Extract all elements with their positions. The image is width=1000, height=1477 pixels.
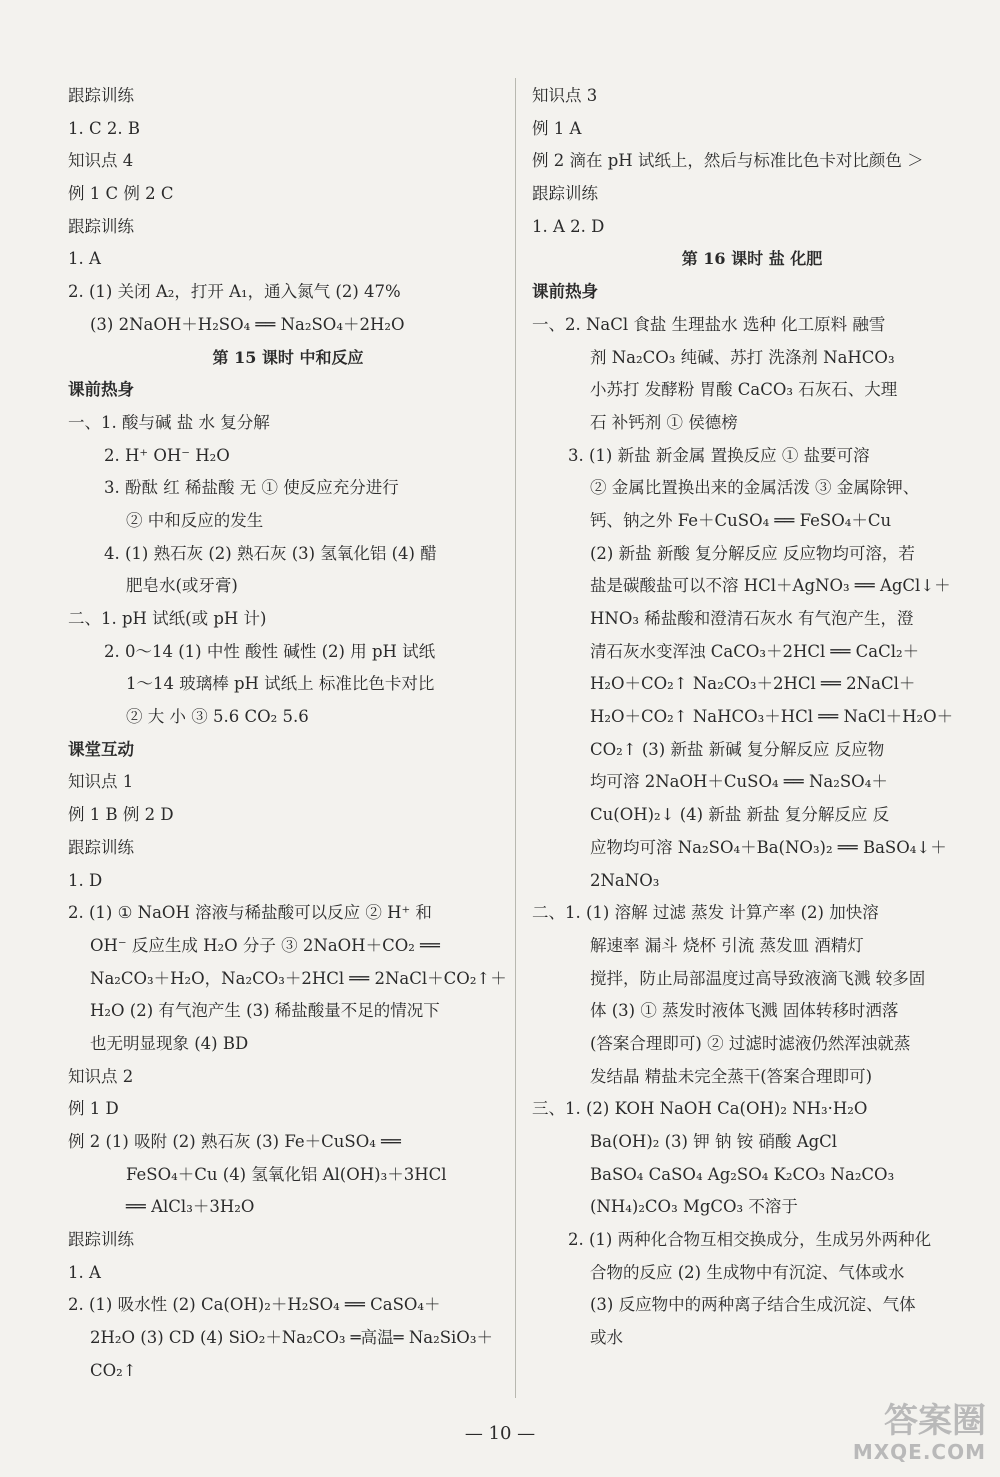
answer-line: Cu(OH)₂↓ (4) 新盐 新盐 复分解反应 反 xyxy=(590,805,890,825)
answer-line: 例 2 滴在 pH 试纸上，然后与标准比色卡对比颜色 ＞ xyxy=(532,151,924,171)
answer-line: (2) 新盐 新酸 复分解反应 反应物均可溶，若 xyxy=(590,543,915,563)
answer-line: CO₂↑ (3) 新盐 新碱 复分解反应 反应物 xyxy=(590,739,885,759)
answer-line: 例 2 (1) 吸附 (2) 熟石灰 (3) Fe＋CuSO₄ ══ xyxy=(68,1132,401,1151)
answer-line: 合物的反应 (2) 生成物中有沉淀、气体或水 xyxy=(590,1262,905,1282)
answer-line: (3) 反应物中的两种离子结合生成沉淀、气体 xyxy=(590,1295,916,1315)
answer-line: 三、1. (2) KOH NaOH Ca(OH)₂ NH₃·H₂O xyxy=(532,1099,868,1119)
watermark-url: MXQE.COM xyxy=(852,1440,986,1464)
answer-line: 知识点 3 xyxy=(532,86,598,105)
right-column xyxy=(532,80,972,1355)
watermark-logo xyxy=(836,1401,986,1471)
answer-line: 4. (1) 熟石灰 (2) 熟石灰 (3) 氢氧化铝 (4) 醋 xyxy=(104,543,437,563)
answer-line: 钙、钠之外 Fe＋CuSO₄ ══ FeSO₄＋Cu xyxy=(590,510,892,530)
answer-line: 例 1 A xyxy=(532,118,582,138)
answer-line: 1. A xyxy=(68,249,101,269)
answer-line: 解速率 漏斗 烧杯 引流 蒸发皿 酒精灯 xyxy=(590,935,864,955)
answer-line: 清石灰水变浑浊 CaCO₃＋2HCl ══ CaCl₂＋ xyxy=(590,641,920,661)
column-divider xyxy=(515,78,516,1398)
answer-line: 1. C 2. B xyxy=(68,118,140,138)
lesson-title: 第 15 课时 中和反应 xyxy=(212,347,364,367)
answer-line: 知识点 2 xyxy=(68,1066,134,1086)
answer-line: 或水 xyxy=(590,1328,623,1348)
answer-line: 1. D xyxy=(68,870,103,890)
answer-line: (3) 2NaOH＋H₂SO₄ ══ Na₂SO₄＋2H₂O xyxy=(90,314,405,334)
answer-line: 应物均可溶 Na₂SO₄＋Ba(NO₃)₂ ══ BaSO₄↓＋ xyxy=(590,837,947,857)
lesson-title: 第 16 课时 盐 化肥 xyxy=(681,249,823,269)
answer-line: 例 1 C 例 2 C xyxy=(68,184,174,204)
answer-line: 搅拌，防止局部温度过高导致液滴飞溅 较多固 xyxy=(590,968,926,988)
answer-line: 1. A xyxy=(68,1262,101,1282)
answer-line: 石 补钙剂 ① 侯德榜 xyxy=(590,412,738,432)
answer-line: Ba(OH)₂ (3) 钾 钠 铵 硝酸 AgCl xyxy=(590,1132,838,1151)
answer-line: 2. H⁺ OH⁻ H₂O xyxy=(104,445,230,465)
answer-line: 二、1. (1) 溶解 过滤 蒸发 计算产率 (2) 加快溶 xyxy=(532,903,879,923)
answer-line: 2. (1) 两种化合物互相交换成分，生成另外两种化 xyxy=(568,1230,932,1250)
answer-line: 发结晶 精盐未完全蒸干(答案合理即可) xyxy=(590,1066,873,1086)
answer-line: 2. (1) ① NaOH 溶液与稀盐酸可以反应 ② H⁺ 和 xyxy=(68,903,432,923)
watermark-text: 答案圈 xyxy=(884,1401,986,1441)
answer-line: 知识点 1 xyxy=(68,772,134,792)
answer-line: 2. 0～14 (1) 中性 酸性 碱性 (2) 用 pH 试纸 xyxy=(104,641,436,661)
answer-line: 剂 Na₂CO₃ 纯碱、苏打 洗涤剂 NaHCO₃ xyxy=(590,347,895,367)
answer-line: Na₂CO₃＋H₂O，Na₂CO₃＋2HCl ══ 2NaCl＋CO₂↑＋ xyxy=(90,968,507,988)
answer-line: 二、1. pH 试纸(或 pH 计) xyxy=(68,609,267,628)
answer-line: 均可溶 2NaOH＋CuSO₄ ══ Na₂SO₄＋ xyxy=(590,772,888,792)
answer-line: 跟踪训练 xyxy=(532,184,598,204)
answer-line: CO₂↑ xyxy=(90,1360,137,1380)
answer-line: FeSO₄＋Cu (4) 氢氧化铝 Al(OH)₃＋3HCl xyxy=(126,1164,447,1184)
answer-line: 跟踪训练 xyxy=(68,216,134,236)
answer-line: 2H₂O (3) CD (4) SiO₂＋Na₂CO₃ ═高温═ Na₂SiO₃＋ xyxy=(90,1328,493,1348)
answer-line: H₂O＋CO₂↑ Na₂CO₃＋2HCl ══ 2NaCl＋ xyxy=(590,674,916,694)
section-heading: 课前热身 xyxy=(68,380,134,400)
answer-line: ② 金属比置换出来的金属活泼 ③ 金属除钾、 xyxy=(590,478,920,498)
answer-line: H₂O＋CO₂↑ NaHCO₃＋HCl ══ NaCl＋H₂O＋ xyxy=(590,707,954,727)
answer-line: 小苏打 发酵粉 胃酸 CaCO₃ 石灰石、大理 xyxy=(590,380,898,400)
answer-line: 3. 酚酞 红 稀盐酸 无 ① 使反应充分进行 xyxy=(104,478,399,498)
answer-line: 1. A 2. D xyxy=(532,216,605,236)
answer-line: ② 大 小 ③ 5.6 CO₂ 5.6 xyxy=(126,707,309,727)
answer-line: 盐是碳酸盐可以不溶 HCl＋AgNO₃ ══ AgCl↓＋ xyxy=(590,576,951,596)
answer-line: 例 1 B 例 2 D xyxy=(68,805,174,825)
answer-line: (NH₄)₂CO₃ MgCO₃ 不溶于 xyxy=(590,1197,798,1217)
section-heading: 课堂互动 xyxy=(68,739,134,759)
answer-line: 跟踪训练 xyxy=(68,1230,134,1250)
answer-line: 3. (1) 新盐 新金属 置换反应 ① 盐要可溶 xyxy=(568,445,870,465)
answer-line: 体 (3) ① 蒸发时液体飞溅 固体转移时洒落 xyxy=(590,1001,899,1021)
answer-line: 跟踪训练 xyxy=(68,86,134,105)
answer-line: 跟踪训练 xyxy=(68,837,134,857)
answer-line: ══ AlCl₃＋3H₂O xyxy=(126,1197,255,1217)
answer-line: 例 1 D xyxy=(68,1099,119,1119)
answer-line: OH⁻ 反应生成 H₂O 分子 ③ 2NaOH＋CO₂ ══ xyxy=(90,935,440,955)
page-number: — 10 — xyxy=(464,1423,536,1444)
answer-line: 肥皂水(或牙膏) xyxy=(126,576,238,596)
answer-line: ② 中和反应的发生 xyxy=(126,510,264,530)
answer-line: 1～14 玻璃棒 pH 试纸上 标准比色卡对比 xyxy=(126,674,435,694)
answer-line: HNO₃ 稀盐酸和澄清石灰水 有气泡产生，澄 xyxy=(590,609,914,628)
answer-line: 也无明显现象 (4) BD xyxy=(90,1033,249,1053)
answer-line: 一、1. 酸与碱 盐 水 复分解 xyxy=(68,412,270,432)
answer-line: 一、2. NaCl 食盐 生理盐水 选种 化工原料 融雪 xyxy=(532,314,886,334)
answer-line: 2NaNO₃ xyxy=(590,870,660,890)
answer-line: 知识点 4 xyxy=(68,151,134,171)
answer-line: (答案合理即可) ② 过滤时滤液仍然浑浊就蒸 xyxy=(590,1033,911,1053)
answer-line: 2. (1) 吸水性 (2) Ca(OH)₂＋H₂SO₄ ══ CaSO₄＋ xyxy=(68,1295,441,1315)
section-heading: 课前热身 xyxy=(532,282,598,302)
left-column xyxy=(68,80,508,1388)
answer-line: H₂O (2) 有气泡产生 (3) 稀盐酸量不足的情况下 xyxy=(90,1001,440,1021)
answer-line: 2. (1) 关闭 A₂，打开 A₁，通入氮气 (2) 47% xyxy=(68,282,401,302)
answer-line: BaSO₄ CaSO₄ Ag₂SO₄ K₂CO₃ Na₂CO₃ xyxy=(590,1164,895,1184)
